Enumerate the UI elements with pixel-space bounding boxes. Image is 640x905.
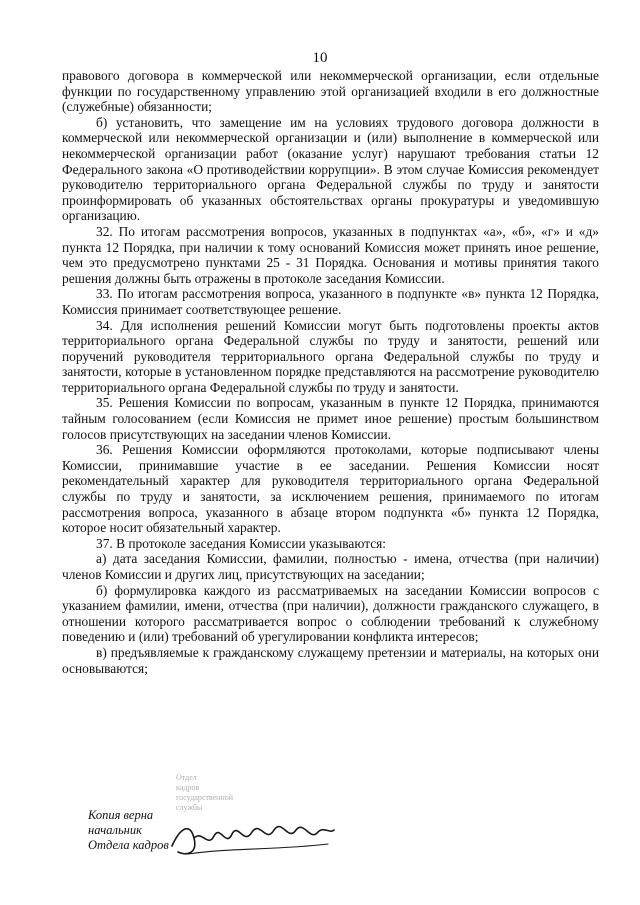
paragraph-37v: в) предъявляемые к гражданскому служащему претензии и материалы, на которых они основываются;: [62, 644, 599, 676]
paragraph-31b: б) установить, что замещение им на условиях трудового договора должности в коммерческой или некоммерческой организации и (или) выполнение в коммерческой или некоммерческой организации работ (оказание услуг) нарушают требования статьи 12 Федерального закона «О противодействии коррупции». В этом случае Комиссия рекомендует руководителю территориального органа Федеральной службы по труду и занятости проинформировать об указанных обстоятельствах органы прокуратуры и уведомившую организацию.: [62, 114, 599, 224]
paragraph-32: 32. По итогам рассмотрения вопросов, указанных в подпунктах «а», «б», «г» и «д» пункта 12 Порядка, при наличии к тому оснований Комиссия может принять иное решение, чем это предусмотрено пунктами 25 - 31 Порядка. Основания и мотивы принятия такого решения должны быть отражены в протоколе заседания Комиссии.: [62, 223, 599, 286]
copy-certified-label: Копия верна: [88, 808, 154, 822]
paragraph-37: 37. В протоколе заседания Комиссии указываются:: [96, 535, 387, 551]
stamp-line: кадров: [176, 783, 200, 792]
stamp-line: службы: [176, 803, 203, 812]
stamp-line: государственной: [176, 793, 234, 802]
paragraph-37a: а) дата заседания Комиссии, фамилии, полностью - имена, отчества (при наличии) членов Комиссии и других лиц, присутствующих на заседании;: [62, 551, 599, 582]
document-body: [62, 68, 599, 676]
position-label: начальник: [88, 823, 142, 837]
stamp-text: [176, 773, 286, 813]
page-number: 10: [312, 50, 328, 66]
paragraph-36: 36. Решения Комиссии оформляются протоколами, которые подписывают члены Комиссии, принимавшие участие в ее заседании. Решения Комиссии носят рекомендательный характер для руководителя территориального органа Федеральной службы по труду и занятости, за исключением решения, принимаемого по итогам рассмотрения вопроса, указанного в абзаце втором подпункта «б» пункта 12 Порядка, которое носит обязательный характер.: [62, 442, 599, 536]
paragraph-37b: б) формулировка каждого из рассматриваемых на заседании Комиссии вопросов с указанием фамилии, имени, отчества (при наличии), должности гражданского служащего, в отношении которого рассматривается вопрос о соблюдении требований к служебному поведению и (или) требований об урегулировании конфликта интересов;: [62, 582, 599, 645]
certification-block: [88, 808, 169, 853]
paragraph-continuation: правового договора в коммерческой или некоммерческой организации, если отдельные функции по государственному управлению этой организацией входили в его должностные (служебные) обязанности;: [62, 68, 599, 115]
signature-icon: [168, 808, 338, 863]
paragraph-35: 35. Решения Комиссии по вопросам, указанным в пункте 12 Порядка, принимаются тайным голосованием (если Комиссия не примет иное решение) простым большинством голосов присутствующих на заседании членов Комиссии.: [62, 395, 599, 442]
stamp-line: Отдел: [176, 773, 197, 782]
paragraph-34: 34. Для исполнения решений Комиссии могут быть подготовлены проекты актов территориального органа Федеральной службы по труду и занятости, решений или поручений руководителя территориального органа Федеральной службы по труду и занятости, которые в установленном порядке представляются на рассмотрение руководителю территориального органа Федеральной службы по труду и занятости.: [62, 317, 599, 395]
department-label: Отдела кадров: [88, 838, 169, 852]
paragraph-33: 33. По итогам рассмотрения вопроса, указанного в подпункте «в» пункта 12 Порядка, Комиссия принимает соответствующее решение.: [62, 286, 599, 317]
